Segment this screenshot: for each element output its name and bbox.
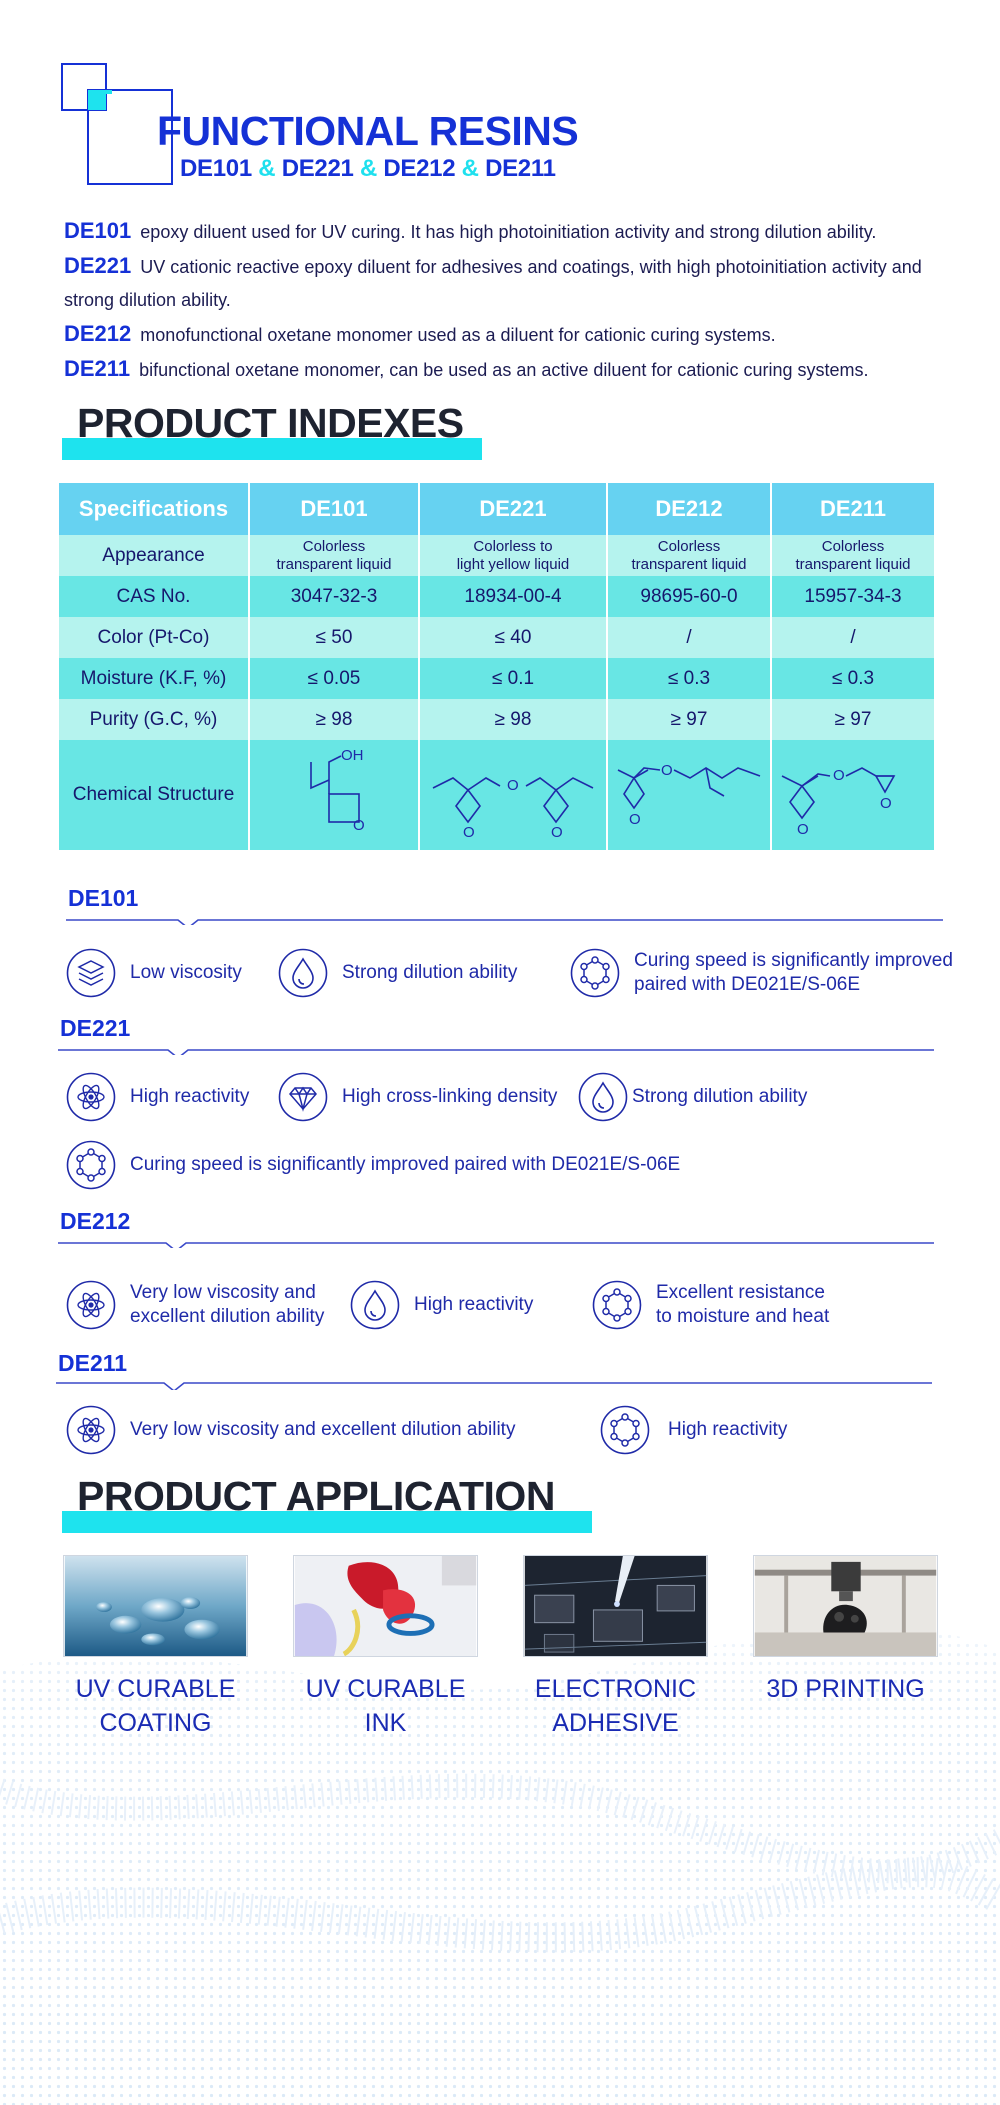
atom-label: O <box>353 817 365 834</box>
feature-group-label: DE211 <box>58 1350 128 1376</box>
drop-icon <box>278 948 328 998</box>
table-cell <box>249 535 419 576</box>
application-uv-ink <box>293 1555 478 1740</box>
application-3d-printing <box>753 1555 938 1706</box>
table-row <box>59 617 934 658</box>
feature-low-viscosity <box>66 1405 515 1455</box>
table-cell: ≤ 0.1 <box>419 658 607 699</box>
table-cell: ≥ 98 <box>249 699 419 740</box>
application-caption <box>293 1672 478 1740</box>
chemical-structure-de212 <box>614 750 764 840</box>
cell-line: transparent liquid <box>276 555 392 573</box>
feature-text: Curing speed is significantly improved paired with DE021E/S-06E <box>130 1154 681 1175</box>
application-electronic-adhesive <box>523 1555 708 1740</box>
feature-group-header-de211 <box>0 1350 1000 1390</box>
atom-label: O <box>880 795 892 812</box>
caption-line: INK <box>364 1709 407 1737</box>
atom-icon <box>66 1280 116 1330</box>
feature-low-viscosity <box>66 1280 324 1330</box>
feature-text: Strong dilution ability <box>342 962 518 983</box>
table-cell <box>771 535 934 576</box>
feature-cross-linking <box>278 1072 557 1122</box>
feature-text <box>634 949 953 997</box>
layers-icon <box>66 948 116 998</box>
caption-line: UV CURABLE <box>75 1675 236 1703</box>
section-title-text: PRODUCT INDEXES <box>77 400 464 446</box>
table-cell: ≤ 0.3 <box>607 658 771 699</box>
feature-text: High reactivity <box>668 1419 788 1440</box>
feature-text <box>130 1281 324 1329</box>
group-divider <box>0 1015 1000 1055</box>
atom-label: O <box>661 762 673 779</box>
feature-text: Very low viscosity and excellent dilution ability <box>130 1419 516 1440</box>
feature-low-viscosity <box>66 948 242 998</box>
table-cell <box>607 535 771 576</box>
molecule-hexagon-icon <box>592 1280 642 1330</box>
table-row <box>59 535 934 576</box>
row-label: Appearance <box>59 535 249 576</box>
feature-curing-speed <box>570 948 953 998</box>
feature-group-label: DE101 <box>68 885 139 911</box>
cell-line: Colorless <box>302 537 366 555</box>
feature-group-header-de101 <box>0 885 1000 925</box>
description-text: UV cationic reactive epoxy diluent for adhesives and coatings, with high photoinitiation activity and strong dilution ability. <box>64 257 922 310</box>
table-cell: / <box>771 617 934 658</box>
table-cell: 15957-34-3 <box>771 576 934 617</box>
row-label: CAS No. <box>59 576 249 617</box>
feature-line: Curing speed is significantly improved <box>634 950 953 971</box>
diamond-icon <box>278 1072 328 1122</box>
description-de212 <box>64 317 964 352</box>
drop-icon <box>578 1072 628 1122</box>
atom-label: O <box>507 777 519 794</box>
caption-line: UV CURABLE <box>305 1675 466 1703</box>
feature-line: to moisture and heat <box>656 1306 830 1327</box>
column-header: Specifications <box>59 483 249 535</box>
cell-line: Colorless <box>657 537 721 555</box>
cell-line: light yellow liquid <box>456 555 570 573</box>
atom-label: O <box>797 821 809 838</box>
table-cell: ≥ 98 <box>419 699 607 740</box>
structure-de212 <box>607 740 771 850</box>
atom-label: O <box>551 824 563 840</box>
feature-line: excellent dilution ability <box>130 1306 325 1327</box>
feature-text: High cross-linking density <box>342 1086 558 1107</box>
description-text: epoxy diluent used for UV curing. It has high photoinitiation activity and strong dilution ability. <box>140 222 877 242</box>
feature-text: High reactivity <box>130 1086 250 1107</box>
table-row <box>59 699 934 740</box>
product-descriptions <box>64 214 964 387</box>
section-title-application <box>62 1473 592 1533</box>
molecule-hexagon-icon <box>66 1140 116 1190</box>
feature-group-label: DE212 <box>60 1208 131 1234</box>
structure-de221 <box>419 740 607 850</box>
description-de211 <box>64 352 964 387</box>
feature-high-reactivity <box>66 1072 249 1122</box>
section-title-indexes <box>62 400 482 460</box>
product-code: DE211 <box>485 155 556 182</box>
table-header-row <box>59 483 934 535</box>
description-text: bifunctional oxetane monomer, can be used as an active diluent for cationic curing systems. <box>139 360 869 380</box>
column-header: DE212 <box>607 483 771 535</box>
description-de101 <box>64 214 964 249</box>
feature-resistance <box>592 1280 829 1330</box>
table-row <box>59 740 934 850</box>
table-cell: ≤ 0.05 <box>249 658 419 699</box>
column-header: DE221 <box>419 483 607 535</box>
ink-paint-image <box>293 1555 478 1657</box>
feature-text <box>656 1281 829 1329</box>
row-label: Color (Pt-Co) <box>59 617 249 658</box>
atom-icon <box>66 1405 116 1455</box>
feature-text: Low viscosity <box>130 962 242 983</box>
molecule-hexagon-icon <box>570 948 620 998</box>
caption-line: ADHESIVE <box>552 1709 679 1737</box>
table-row <box>59 576 934 617</box>
description-code: DE221 <box>64 253 132 278</box>
feature-group-label: DE221 <box>60 1015 131 1041</box>
feature-text: High reactivity <box>414 1294 534 1315</box>
chemical-structure-de101 <box>289 750 379 840</box>
product-code: DE221 <box>281 155 354 182</box>
chemical-structure-de221 <box>428 750 598 840</box>
product-code: DE212 <box>383 155 456 182</box>
feature-group-header-de221 <box>0 1015 1000 1055</box>
application-caption <box>753 1672 938 1706</box>
atom-icon <box>66 1072 116 1122</box>
structure-de101 <box>249 740 419 850</box>
table-cell: ≤ 0.3 <box>771 658 934 699</box>
group-divider <box>0 1350 1000 1390</box>
description-code: DE212 <box>64 321 132 346</box>
cell-line: Colorless to <box>473 537 553 555</box>
feature-line: Excellent resistance <box>656 1282 825 1303</box>
row-label: Chemical Structure <box>59 740 249 850</box>
caption-line: ELECTRONIC <box>534 1675 697 1703</box>
description-code: DE101 <box>64 218 132 243</box>
group-divider <box>0 885 1000 925</box>
table-cell <box>419 535 607 576</box>
description-text: monofunctional oxetane monomer used as a diluent for cationic curing systems. <box>140 325 776 345</box>
atom-label: O <box>629 811 641 828</box>
atom-label: O <box>463 824 475 840</box>
feature-dilution <box>578 1072 807 1122</box>
page-title: FUNCTIONAL RESINS <box>157 108 579 154</box>
caption-line: COATING <box>99 1709 212 1737</box>
chemical-structure-de211 <box>778 750 928 840</box>
ampersand: & <box>359 155 377 182</box>
atom-label: O <box>833 767 845 784</box>
product-code: DE101 <box>180 155 252 182</box>
feature-line: paired with DE021E/S-06E <box>634 974 861 995</box>
table-cell: / <box>607 617 771 658</box>
table-cell: ≥ 97 <box>771 699 934 740</box>
feature-text: Strong dilution ability <box>632 1086 808 1107</box>
caption-line: 3D PRINTING <box>766 1675 925 1703</box>
column-header: DE211 <box>771 483 934 535</box>
group-divider <box>0 1208 1000 1248</box>
feature-curing-speed <box>66 1140 680 1190</box>
structure-de211 <box>771 740 934 850</box>
table-cell: 3047-32-3 <box>249 576 419 617</box>
atom-label: OH <box>341 750 364 764</box>
drop-icon <box>350 1280 400 1330</box>
table-row <box>59 658 934 699</box>
feature-dilution <box>278 948 517 998</box>
application-caption <box>63 1672 248 1740</box>
ampersand: & <box>258 155 276 182</box>
table-cell: ≤ 40 <box>419 617 607 658</box>
column-header: DE101 <box>249 483 419 535</box>
product-index-table <box>59 483 934 850</box>
feature-group-header-de212 <box>0 1208 1000 1248</box>
application-caption <box>523 1672 708 1740</box>
cell-line: transparent liquid <box>795 555 911 573</box>
application-uv-coating <box>63 1555 248 1740</box>
row-label: Purity (G.C, %) <box>59 699 249 740</box>
ampersand: & <box>461 155 479 182</box>
section-title-text: PRODUCT APPLICATION <box>77 1473 555 1519</box>
water-droplets-image <box>63 1555 248 1657</box>
cell-line: transparent liquid <box>631 555 747 573</box>
row-label: Moisture (K.F, %) <box>59 658 249 699</box>
feature-line: Very low viscosity and <box>130 1282 316 1303</box>
table-cell: 98695-60-0 <box>607 576 771 617</box>
table-cell: ≥ 97 <box>607 699 771 740</box>
table-cell: 18934-00-4 <box>419 576 607 617</box>
cell-line: Colorless <box>821 537 885 555</box>
molecule-hexagon-icon <box>600 1405 650 1455</box>
product-code-list <box>180 155 556 183</box>
feature-high-reactivity <box>350 1280 533 1330</box>
description-de221 <box>64 249 964 317</box>
feature-high-reactivity <box>600 1405 787 1455</box>
description-code: DE211 <box>64 356 131 381</box>
3d-printer-image <box>753 1555 938 1657</box>
table-cell: ≤ 50 <box>249 617 419 658</box>
circuit-board-image <box>523 1555 708 1657</box>
